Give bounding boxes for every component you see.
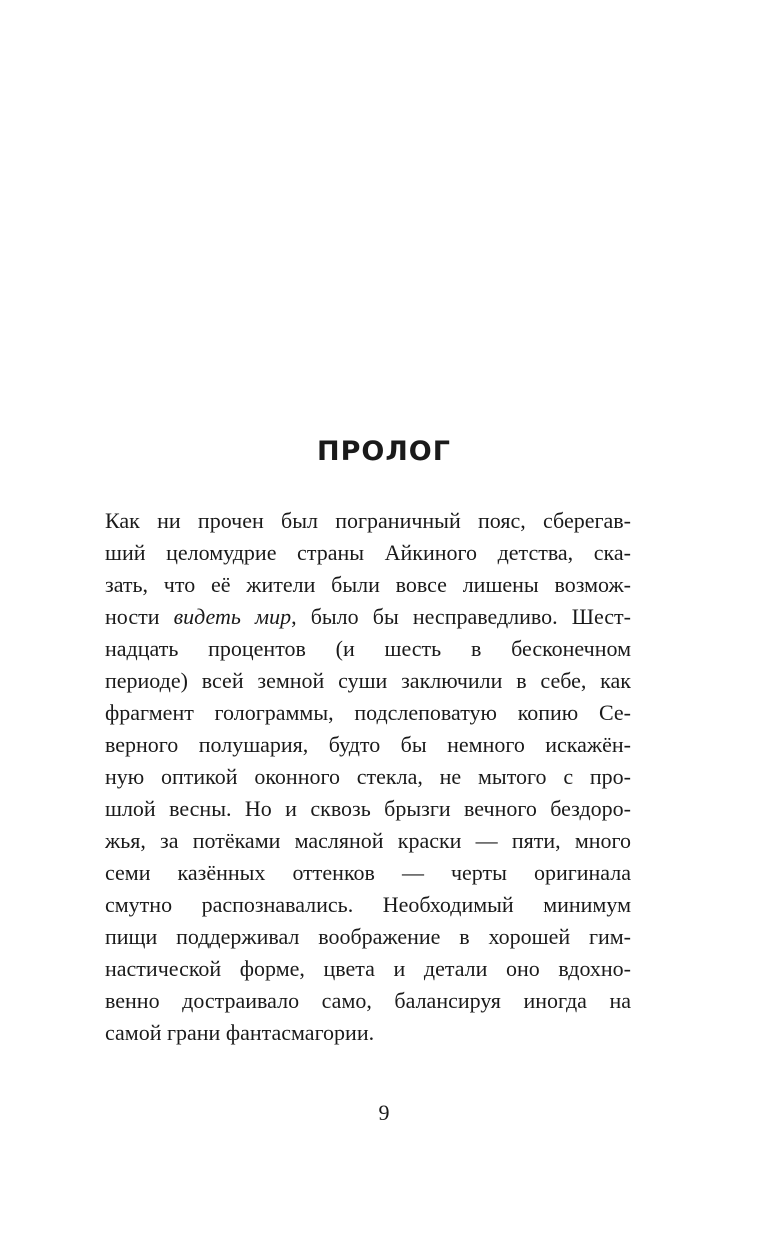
text-line: ший целомудрие страны Айкиного детства, ска-	[105, 540, 631, 565]
text-line: Как ни прочен был пограничный пояс, сберегав-	[105, 508, 631, 533]
text-line: надцать процентов (и шесть в бесконечном	[105, 636, 631, 661]
text-line: жья, за потёками масляной краски — пяти, много	[105, 828, 631, 853]
text-line: зать, что её жители были вовсе лишены возмож-	[105, 572, 631, 597]
text-line: самой грани фантасмагории.	[105, 1020, 375, 1045]
text-line	[105, 601, 631, 633]
italic-phrase: видеть мир	[173, 604, 292, 629]
text-line: семи казённых оттенков — черты оригинала	[105, 860, 631, 885]
text-line: венно достраивало само, балансируя иногда на	[105, 988, 631, 1013]
text-line: смутно распознавались. Необходимый минимум	[105, 892, 631, 917]
text-line: ную оптикой оконного стекла, не мытого с про-	[105, 764, 631, 789]
text-line: периоде) всей земной суши заключили в себе, как	[105, 668, 631, 693]
text-line: верного полушария, будто бы немного искажён-	[105, 732, 631, 757]
chapter-title: ПРОЛОГ	[317, 436, 451, 467]
text-line: фрагмент голограммы, подслеповатую копию Се-	[105, 700, 631, 725]
text-line: пищи поддерживал воображение в хорошей гим-	[105, 924, 631, 949]
text-line: настической форме, цвета и детали оно вдохно-	[105, 956, 631, 981]
text-run: , было бы несправедливо. Шест-	[291, 604, 631, 629]
body-paragraph	[105, 505, 631, 1049]
text-line: шлой весны. Но и сквозь брызги вечного бездоро-	[105, 796, 631, 821]
page-number: 9	[378, 1100, 390, 1125]
text-run: ности	[105, 604, 174, 629]
